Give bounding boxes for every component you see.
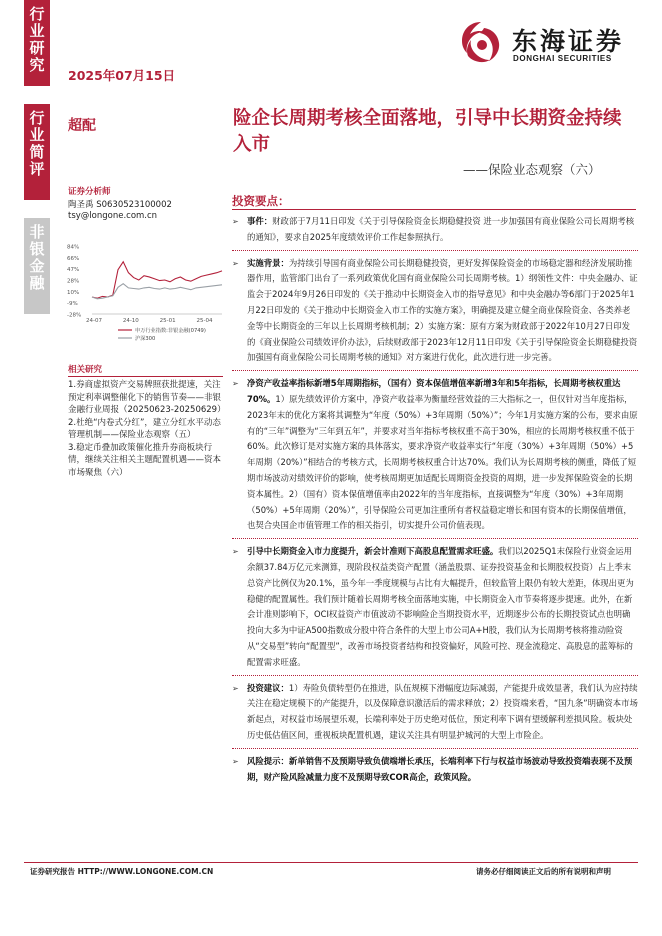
y-tick-label: 66% — [67, 255, 80, 262]
report-type-label: 行 业 研 究 — [29, 5, 45, 74]
related-research-title: 相关研究 — [68, 365, 103, 375]
legend-label: 沪深300 — [135, 336, 156, 342]
performance-chart-svg — [66, 240, 226, 360]
logo-mark-icon — [458, 20, 504, 66]
arrow-icon: ➢ — [232, 217, 239, 226]
related-research-item[interactable]: 3.稳定币叠加政策催化推升券商板块行情，继续关注相关主题配置机遇——资本市场聚焦（六） — [68, 442, 222, 478]
arrow-icon: ➢ — [232, 258, 239, 268]
rating: 超配 — [68, 118, 96, 134]
key-points-list — [232, 214, 638, 794]
analyst-label: 证券分析师 — [68, 187, 111, 197]
report-subtype-tab — [24, 104, 50, 200]
performance-chart — [66, 240, 226, 360]
key-point-head: 实施背景： — [247, 257, 289, 268]
series-line — [92, 284, 222, 299]
report-title: 险企长周期考核全面落地，引导中长期资金持续入市 — [233, 108, 622, 155]
arrow-icon: ➢ — [232, 756, 239, 766]
footer-disclaimer: 请务必仔细阅读正文后的所有说明和声明 — [476, 867, 611, 876]
y-tick-label: 84% — [67, 244, 80, 251]
key-points-title: 投资要点： — [232, 194, 290, 208]
brand-name-en: DONGHAI SECURITIES — [513, 54, 612, 63]
arrow-icon: ➢ — [232, 547, 239, 557]
key-point-risk-warning — [232, 754, 638, 790]
key-point-body: 财政部于7月11日印发《关于引导保险资金长期稳健投资 进一步加强国有商业保险公司长周期考核的通知》，要求自2025年度绩效评价工作起参照执行。 — [247, 216, 635, 242]
related-research-item[interactable]: 2.杜绝“内卷式分红”，建立分红水平动态管理机制——保险业态观察（五） — [68, 417, 221, 440]
y-tick-label: 47% — [67, 267, 80, 274]
series-line — [92, 262, 222, 298]
key-point-body: 我们以2025Q1末保险行业资金运用余额37.84万亿元来测算，现阶段权益类资产配置（涵盖股票、证券投资基金和长期股权投资）占上季末总资产比例仅为20.1%，虽今年一季度规模与占比有大幅提升，但较监管上限仍有较大差距，体现出更为稳健的配置属性。我们预计随着长周期考核全面落地实施，中长期资金入市节奏将逐步提速。此外，在新会计准则影响下，OCI权益资产市值波动不影响险企当期投资水平，近期逐步公布的长期投资试点也明确投向大多为中证A500指数成分股中符合条件的大型上市公司A+H股，我们认为长周期考核将推动险资从“交易型”转向“配置型”，改善市场投资者结构和投资偏好，风险可控、现金流稳定、高股息的蓝筹标的配置需求旺盛。 — [247, 546, 634, 667]
x-tick-label: 24-07 — [86, 318, 102, 324]
footer-website[interactable]: 证券研究报告 HTTP://WWW.LONGONE.COM.CN — [30, 867, 214, 876]
sector-tab — [24, 218, 50, 314]
footer-divider — [24, 862, 638, 863]
y-tick-label: -28% — [67, 312, 82, 319]
key-point-head: 引导中长期资金入市力度提升，新会计准则下高股息配置需求旺盛。 — [247, 546, 499, 557]
key-point-head: 投资建议： — [247, 682, 289, 693]
report-subtype-label: 行 业 简 评 — [29, 109, 45, 178]
y-tick-label: 28% — [67, 278, 80, 285]
key-point-body: 1）原先绩效评价方案中，净资产收益率为衡量经营效益的三大指标之一，但仅针对当年度指标，2023年末的优化方案将其调整为“年度（50%）+3年周期（50%）”；今年1月实施方案的公布，要求由原有的“三年”调整为“三年到五年”，并要求对当年指标考核权重不高于30%，相应的长周期考核权重不低于60%。此次修订是对实施方案的具体落实，要求净资产收益率实行“年度（30%）+3年周期（50%）+5年周期（20%）”相结合的考核方式，长周期考核权重合计达70%。我们认为长周期考核的侧重，降低了短期市场波动对绩效评价的影响，使考核周期更加适配长周期资金投资的周期，进一步发挥保险资金的长期资本属性。2）（国有）资本保值增值率由2022年的当年度指标，直接调整为“年度（30%）+3年周期（50%）+5年周期（20%）”，引导保险公司更加注重所有者权益稳定增长和国有资本的长期保值增值，也契合央国企市值管理工作的相关指引，切实提升公司价值表现。 — [247, 393, 638, 531]
analyst-name: 陶圣禹 S0630523100002 — [68, 200, 172, 210]
key-point-investment-advice — [232, 681, 638, 749]
x-tick-label: 25-04 — [196, 318, 213, 324]
key-point-indicators — [232, 376, 638, 539]
key-point-capital-inflow — [232, 544, 638, 675]
key-point-body: 1）寿险负债转型仍在推进，队伍规模下滑幅度边际减弱，产能提升成效显著，我们认为应持续关注在稳定规模下的产能提升，以及保障意识激活后的需求释放；2）投资端来看，“国九条”明确资本市场新起点，对权益市场展望乐观，长端利率处于历史绝对低位，预定利率下调有望缓解利差损风险。板块处历史低估值区间，重视板块配置机遇，建议关注具有明显护城河的大型上市险企。 — [247, 682, 638, 740]
arrow-icon: ➢ — [232, 683, 239, 693]
arrow-icon: ➢ — [232, 379, 239, 389]
sector-label: 非 银 金 融 — [29, 223, 45, 292]
related-research-divider — [68, 376, 223, 377]
legend-label: 申万行业指数:非银金融(0749) — [135, 328, 206, 334]
y-tick-label: -9% — [67, 301, 78, 308]
x-tick-label: 24-10 — [122, 318, 139, 324]
key-point-background — [232, 256, 638, 372]
key-point-body: 为持续引导国有商业保险公司长期稳健投资，更好发挥保险资金的市场稳定器和经济发展助推器作用，监管部门出台了一系列政策优化国有商业保险公司长周期考核。1）纲领性文件：中央金融办、证监会于2024年9月26日印发的《关于推动中长期资金入市的指导意见》和中央金融办等6部门于2025年1月22日印发的《关于推动中长期资金入市工作的实施方案》，明确提及建立健全商业保险资金、各类养老金等中长期资金的三年以上长周期考核机制；2）实施方案：原有方案为财政部于2022年10月27日印发的《商业保险公司绩效评价办法》，后续财政部于2023年12月11日印发《关于引导保险资金长期稳健投资 加强国有商业保险公司长周期考核的通知》对方案进行优化，此次进行进一步完善。 — [247, 257, 638, 363]
related-research-list — [68, 379, 226, 479]
key-point-head: 风险提示：新单销售不及预期导致负债端增长承压，长端利率下行与权益市场波动导致投资端表现不及预期，财产险风险减量力度不及预期导致COR高企，政策风险。 — [247, 755, 633, 782]
report-subtitle: ——保险业态观察（六） — [463, 162, 601, 177]
key-points-divider — [232, 209, 636, 210]
related-research-item[interactable]: 1.券商虚拟资产交易牌照获批提速，关注预定利率调整催化下的销售节奏——非银金融行业周报（20250623-20250629） — [68, 380, 226, 415]
brand-name-cn: 东海证券 — [512, 27, 625, 56]
report-date: 2025年07月15日 — [68, 68, 176, 83]
key-point-event — [232, 214, 638, 251]
report-type-tab — [24, 0, 50, 86]
analyst-email: tsy@longone.com.cn — [68, 211, 158, 221]
key-point-head: 事件： — [247, 216, 273, 226]
x-tick-label: 25-01 — [159, 318, 176, 324]
key-point-head: 净资产收益率指标新增5年周期指标，（国有）资本保值增值率新增3年和5年指标，长周期考核权重达70%。 — [247, 378, 621, 404]
brand-logo — [458, 20, 638, 70]
y-tick-label: 10% — [67, 289, 80, 296]
